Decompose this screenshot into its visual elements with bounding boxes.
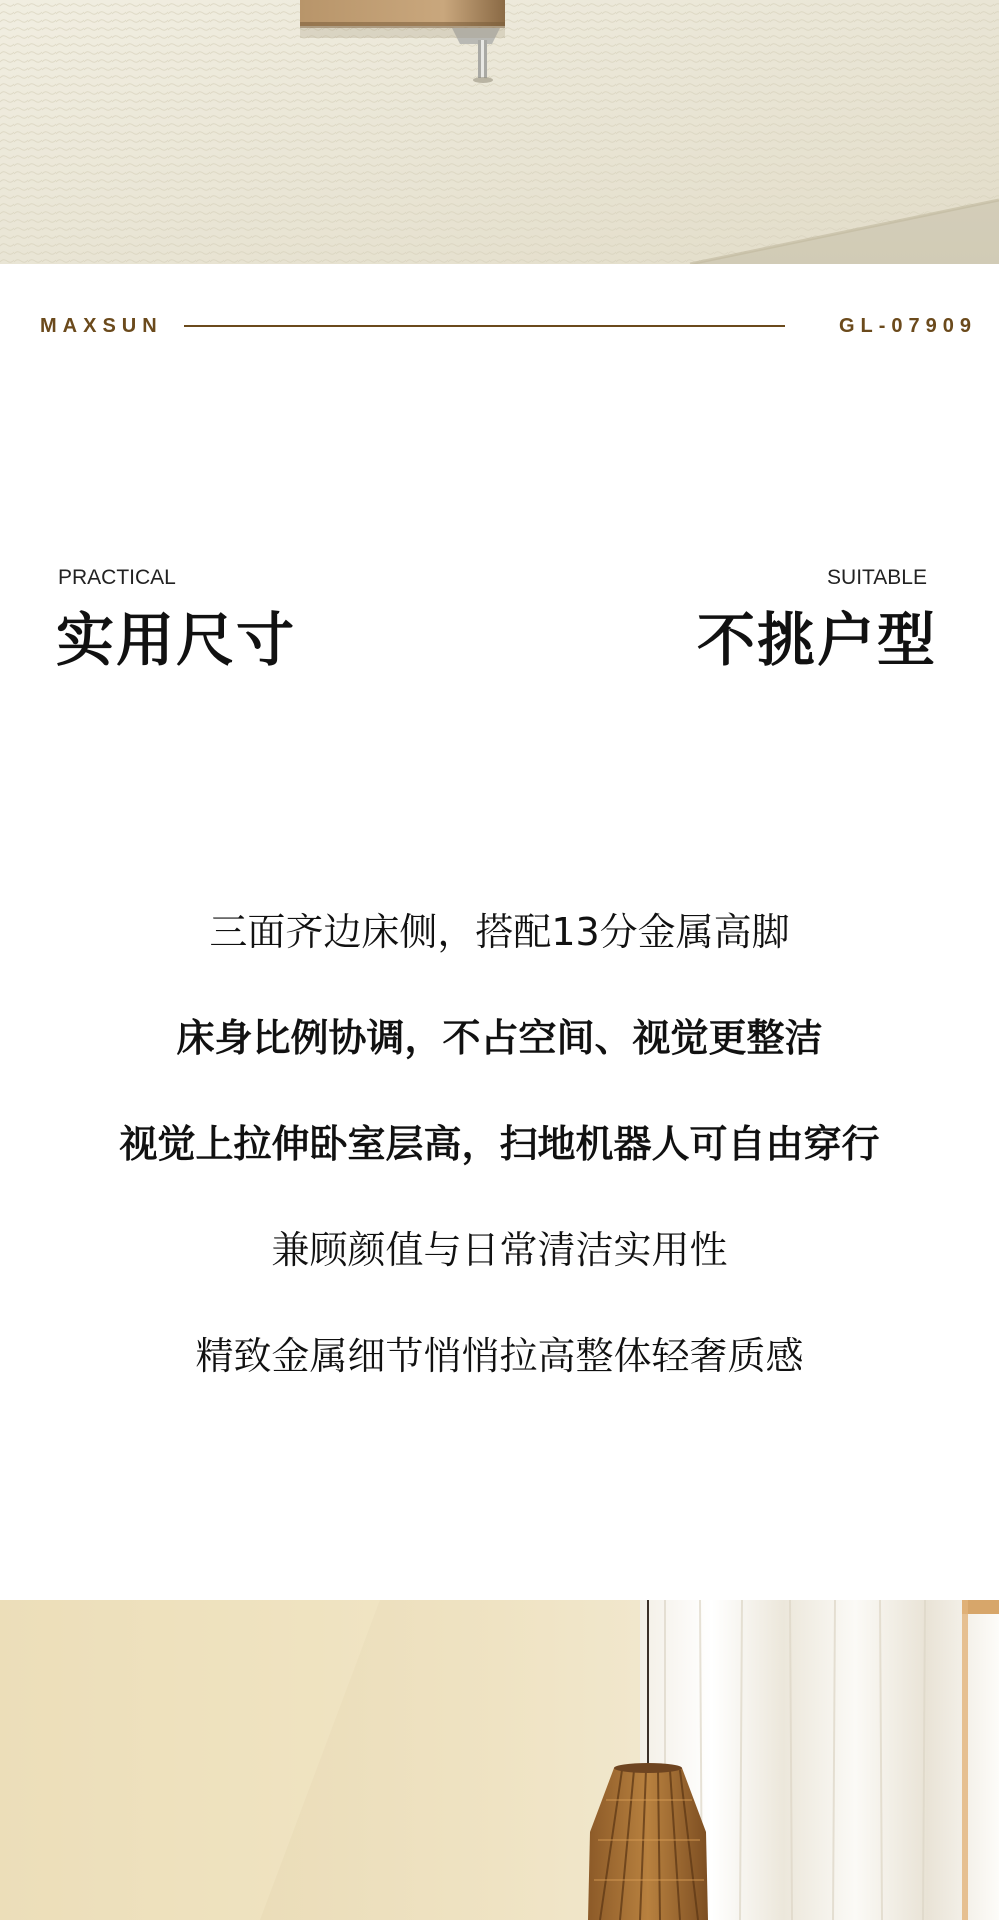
description-line: 床身比例协调，不占空间、视觉更整洁 (176, 1016, 823, 1060)
rug-and-bed-leg-illustration (0, 0, 999, 264)
bedroom-lamp-illustration (0, 1600, 999, 1920)
description-line: 视觉上拉伸卧室层高，扫地机器人可自由穿行 (119, 1122, 880, 1166)
feature-left-title: 实用尺寸 (56, 606, 297, 674)
description-line: 兼顾颜值与日常清洁实用性 (271, 1228, 728, 1272)
model-number: GL-07909 (838, 315, 977, 337)
brand-name: MAXSUN (40, 315, 163, 337)
brand-divider-line (184, 325, 785, 327)
product-photo-top (0, 0, 999, 264)
feature-right-title: 不挑户型 (696, 606, 937, 674)
feature-left-eyebrow: PRACTICAL (58, 566, 176, 589)
description-line: 精致金属细节悄悄拉高整体轻奢质感 (195, 1334, 804, 1378)
product-photo-bottom (0, 1600, 999, 1920)
brand-bar (0, 264, 999, 388)
description-line: 三面齐边床侧，搭配13分金属高脚 (209, 910, 790, 954)
feature-right-eyebrow: SUITABLE (827, 566, 927, 589)
